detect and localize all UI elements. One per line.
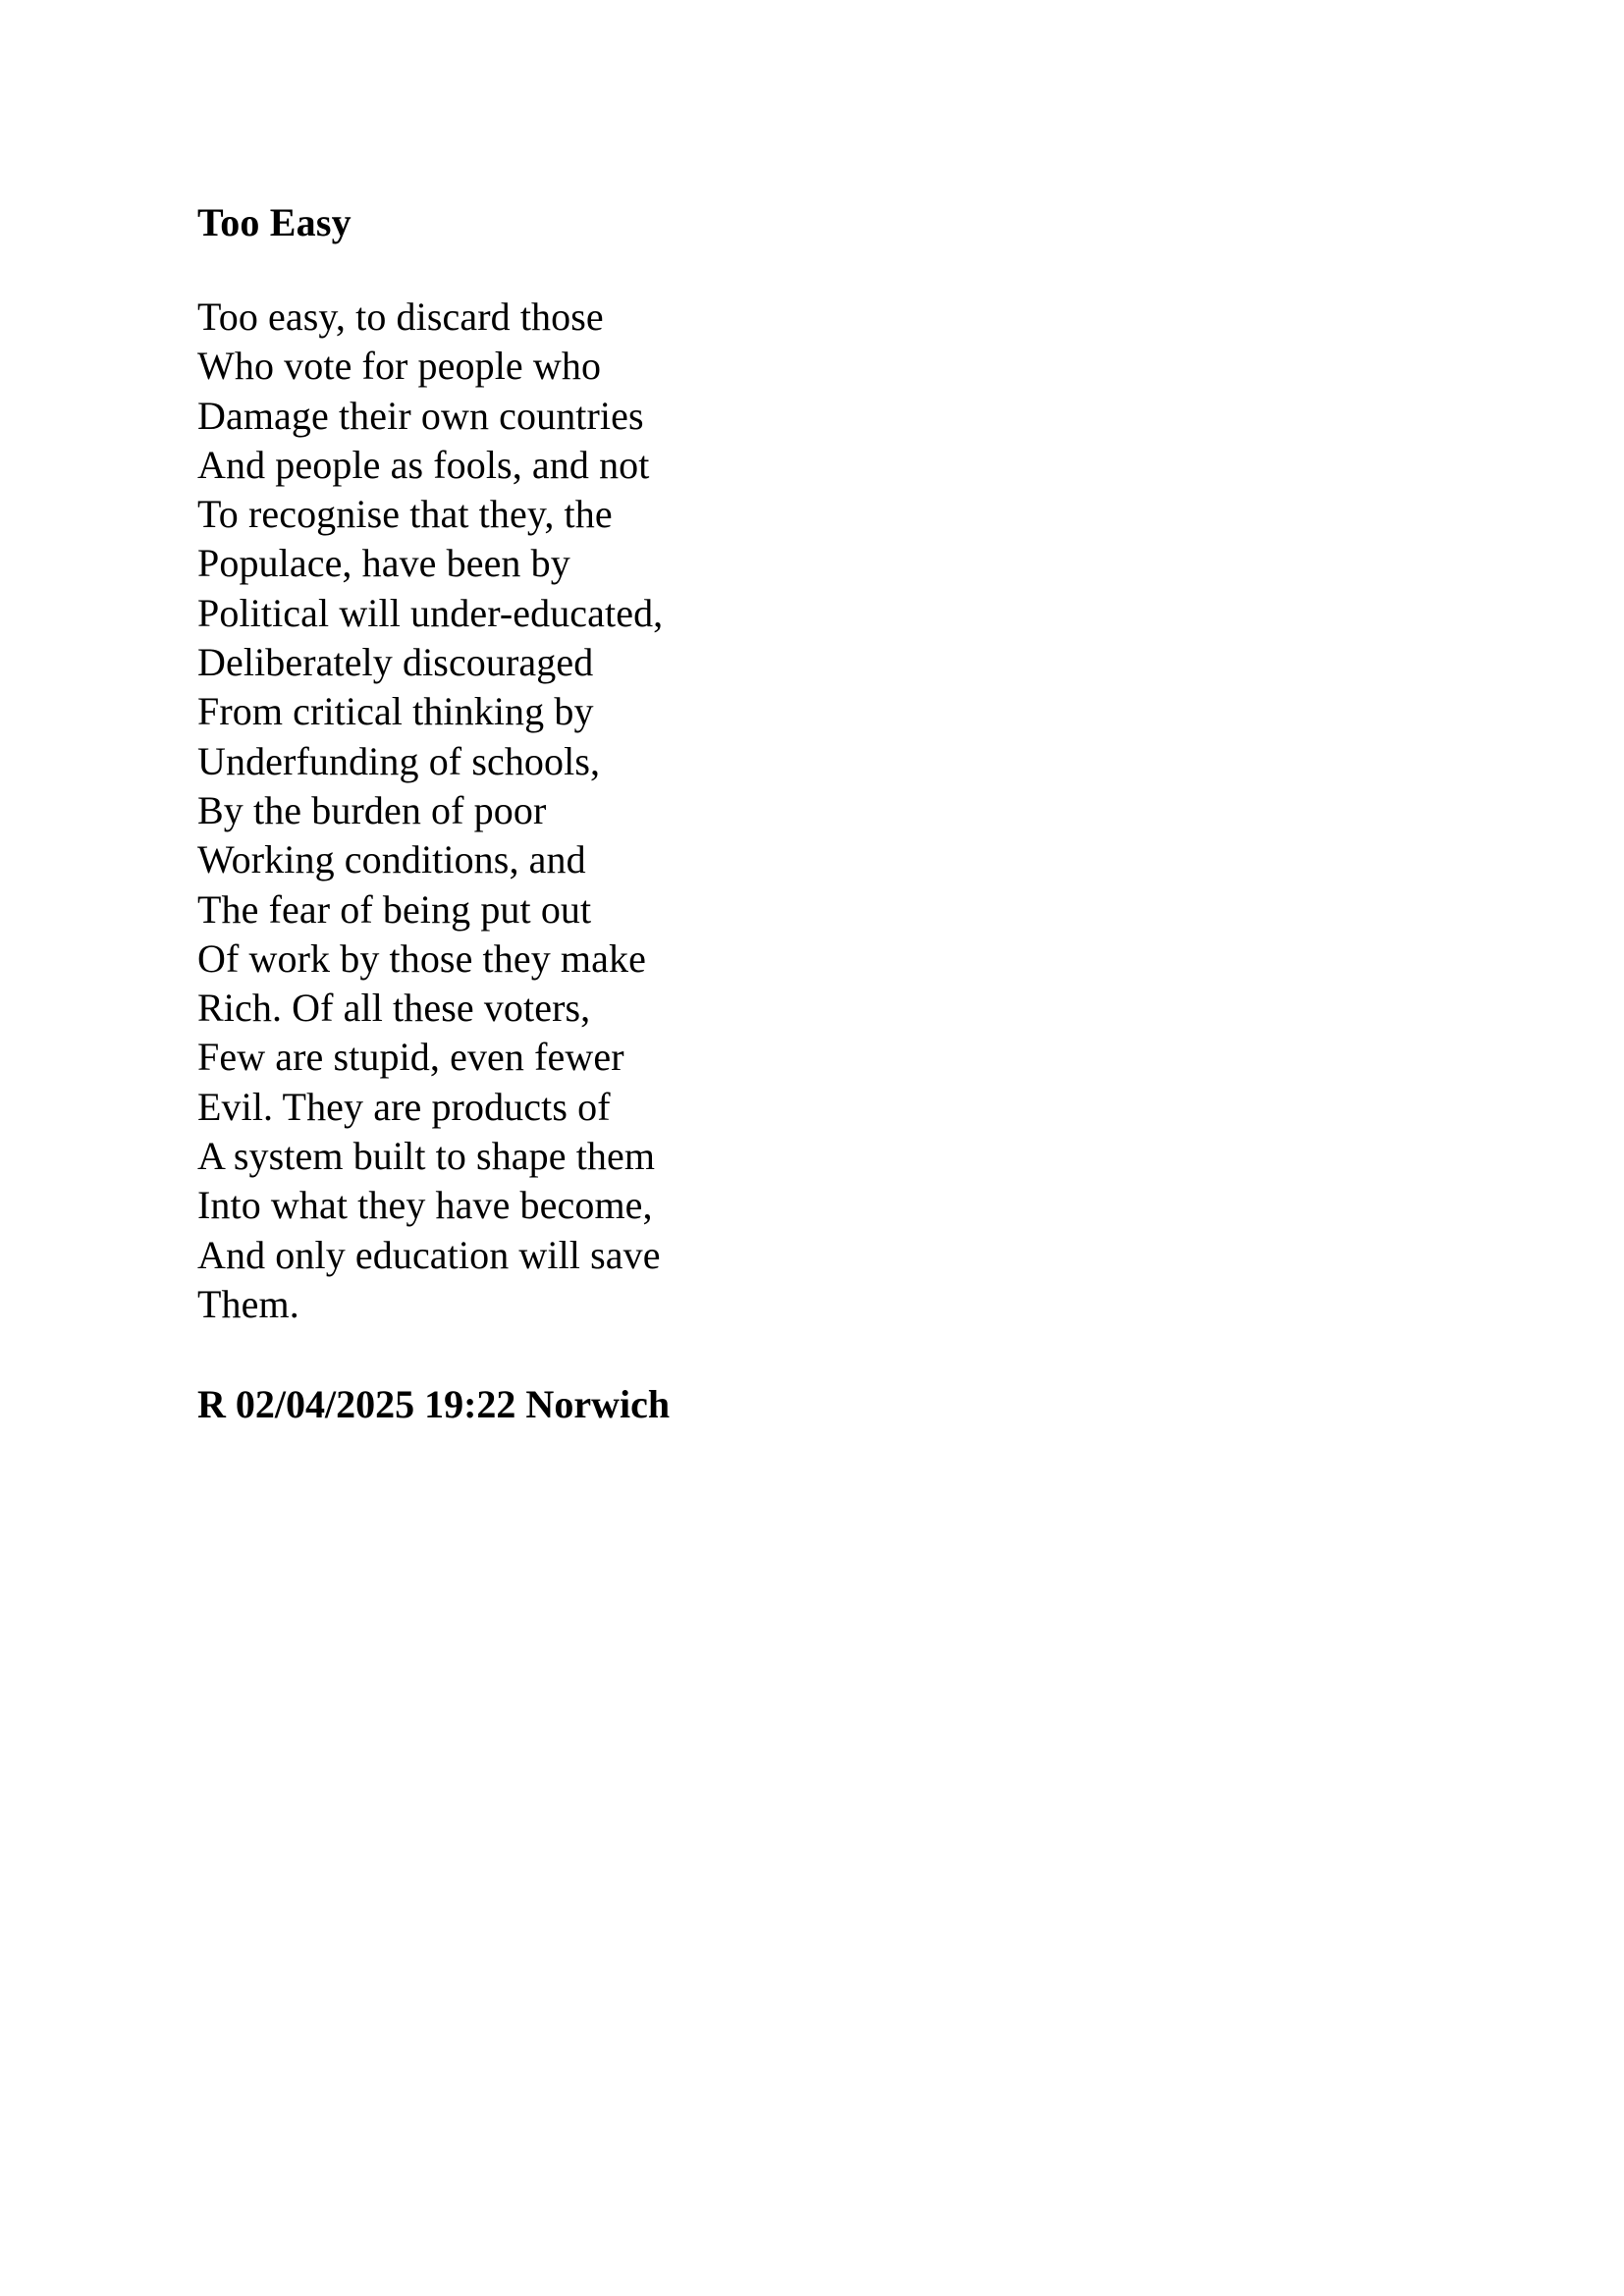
poem-line: Underfunding of schools, <box>197 738 601 783</box>
poem-line: To recognise that they, the <box>197 492 613 537</box>
poem-line: The fear of being put out <box>197 886 592 932</box>
poem-line: By the burden of poor <box>197 787 547 832</box>
poem-line: From critical thinking by <box>197 689 594 734</box>
poem-line: Of work by those they make <box>197 935 646 981</box>
poem-line: A system built to shape them <box>197 1134 656 1179</box>
poem-line: Who vote for people who <box>197 344 602 389</box>
poem-line: Rich. Of all these voters, <box>197 986 591 1031</box>
poem-title: Too Easy <box>197 200 352 244</box>
poem-line: Deliberately discouraged <box>197 640 594 685</box>
poem-line: Damage their own countries <box>197 393 644 438</box>
poem-line: Political will under-educated, <box>197 590 664 635</box>
poem-line: Populace, have been by <box>197 541 570 586</box>
poem-line: Into what they have become, <box>197 1183 653 1228</box>
poem-line: And people as fools, and not <box>197 442 650 487</box>
poem-line: Few are stupid, even fewer <box>197 1035 624 1080</box>
poem-line: Working conditions, and <box>197 837 586 882</box>
signature-line: R 02/04/2025 19:22 Norwich <box>197 1382 671 1426</box>
poem-body <box>197 293 663 1329</box>
poem-line: And only education will save <box>197 1232 661 1277</box>
poem-line: Evil. They are products of <box>197 1084 611 1129</box>
poem-line: Them. <box>197 1281 299 1326</box>
poem-line: Too easy, to discard those <box>197 294 604 339</box>
